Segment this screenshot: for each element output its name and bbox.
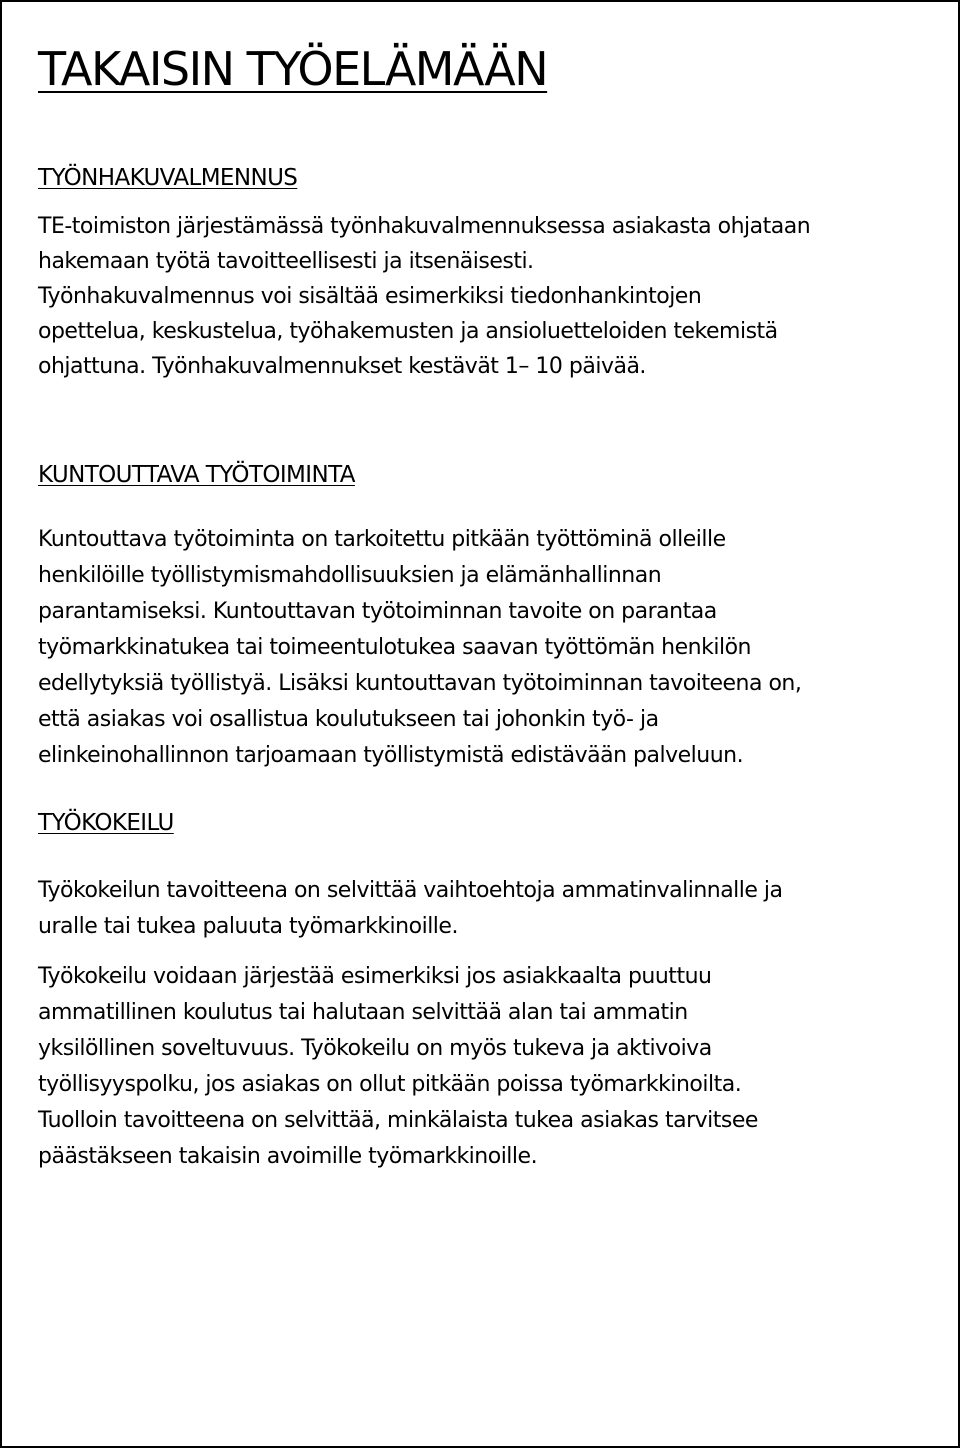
paragraph-line: hakemaan työtä tavoitteellisesti ja itsenäisesti. <box>38 249 534 274</box>
paragraph-line: uralle tai tukea paluuta työmarkkinoille. <box>38 914 458 939</box>
paragraph-line: työmarkkinatukea tai toimeentulotukea saavan työttömän henkilön <box>38 635 751 660</box>
section-heading-tyokokeilu: TYÖKOKEILU <box>38 810 174 836</box>
paragraph-line: Työkokeilu voidaan järjestää esimerkiksi jos asiakkaalta puuttuu <box>38 964 712 989</box>
paragraph-line: Kuntouttava työtoiminta on tarkoitettu pitkään työttöminä olleille <box>38 527 726 552</box>
section-paragraph <box>38 209 810 384</box>
paragraph-line: päästäkseen takaisin avoimille työmarkkinoille. <box>38 1144 538 1169</box>
document-title: TAKAISIN TYÖELÄMÄÄN <box>38 42 548 96</box>
paragraph-line: parantamiseksi. Kuntouttavan työtoiminnan tavoite on parantaa <box>38 599 717 624</box>
paragraph-line: Tuolloin tavoitteena on selvittää, minkälaista tukea asiakas tarvitsee <box>38 1108 758 1133</box>
section-paragraph <box>38 959 758 1175</box>
section-heading-kuntouttava-tyotoiminta: KUNTOUTTAVA TYÖTOIMINTA <box>38 462 355 488</box>
paragraph-line: opettelua, keskustelua, työhakemusten ja ansioluetteloiden tekemistä <box>38 319 778 344</box>
paragraph-line: henkilöille työllistymismahdollisuuksien ja elämänhallinnan <box>38 563 662 588</box>
paragraph-line: että asiakas voi osallistua koulutukseen tai johonkin työ- ja <box>38 707 659 732</box>
paragraph-line: Työkokeilun tavoitteena on selvittää vaihtoehtoja ammatinvalinnalle ja <box>38 878 783 903</box>
paragraph-line: Työnhakuvalmennus voi sisältää esimerkiksi tiedonhankintojen <box>38 284 702 309</box>
paragraph-line: edellytyksiä työllistyä. Lisäksi kuntouttavan työtoiminnan tavoiteena on, <box>38 671 802 696</box>
paragraph-line: elinkeinohallinnon tarjoamaan työllistymistä edistävään palveluun. <box>38 743 744 768</box>
section-paragraph <box>38 873 783 945</box>
section-heading-tyonhakuvalmennus: TYÖNHAKUVALMENNUS <box>38 165 298 191</box>
paragraph-line: työllisyyspolku, jos asiakas on ollut pitkään poissa työmarkkinoilta. <box>38 1072 742 1097</box>
paragraph-line: TE-toimiston järjestämässä työnhakuvalmennuksessa asiakasta ohjataan <box>38 214 811 239</box>
section-paragraph <box>38 522 801 774</box>
paragraph-line: yksilöllinen soveltuvuus. Työkokeilu on myös tukeva ja aktivoiva <box>38 1036 712 1061</box>
paragraph-line: ammatillinen koulutus tai halutaan selvittää alan tai ammatin <box>38 1000 688 1025</box>
paragraph-line: ohjattuna. Työnhakuvalmennukset kestävät 1– 10 päivää. <box>38 354 646 379</box>
